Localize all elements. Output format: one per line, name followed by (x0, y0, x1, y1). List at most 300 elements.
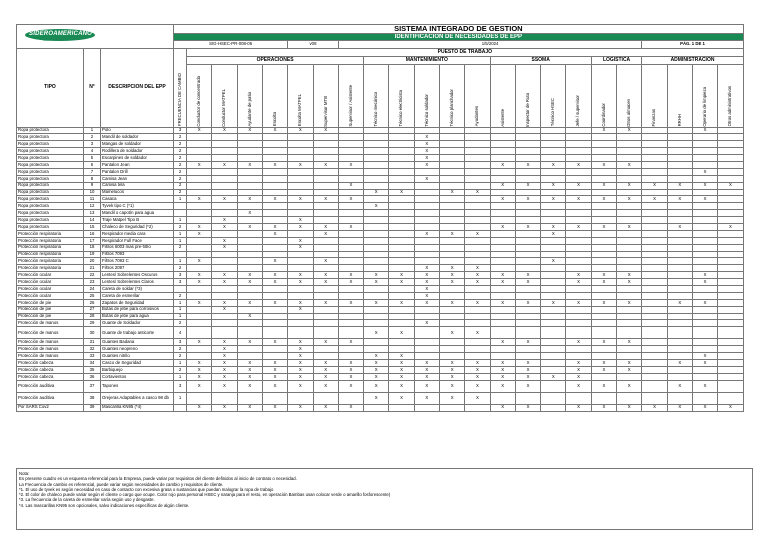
cell-mark: X (338, 299, 363, 306)
cell-mark: X (642, 404, 667, 411)
cell-mark: X (515, 161, 540, 168)
cell-mark (237, 148, 262, 155)
cell-mark (187, 285, 212, 292)
cell-mark (187, 203, 212, 210)
cell-mark: X (439, 366, 464, 373)
cell-mark: X (591, 161, 616, 168)
cell-mark (490, 327, 515, 339)
note-line: *1. El uso de tyvek es según necesidad en caso de contacto con excesiva grasa o sustancias que puedan malograr la ropa de trabajo (19, 486, 274, 492)
cell-mark (262, 265, 287, 272)
cell-frequency (174, 210, 187, 217)
cell-mark (718, 373, 743, 380)
cell-mark: X (515, 272, 540, 279)
position-header: Escolta (262, 64, 287, 127)
cell-mark (692, 175, 717, 182)
cell-description: Casaca (101, 196, 174, 203)
group-header: MANTENIMIENTO (364, 56, 490, 64)
cell-mark (262, 141, 287, 148)
cell-mark: X (515, 223, 540, 230)
cell-mark (389, 196, 414, 203)
group-header: ADMINISTRACIÓN (642, 56, 743, 64)
cell-mark (591, 373, 616, 380)
table-row (17, 313, 744, 320)
cell-mark (313, 313, 338, 320)
cell-mark: X (566, 373, 591, 380)
cell-mark (566, 168, 591, 175)
cell-mark (591, 346, 616, 353)
cell-mark (490, 251, 515, 258)
cell-mark (465, 210, 490, 217)
cell-mark (389, 175, 414, 182)
cell-mark (465, 339, 490, 346)
cell-mark: X (237, 279, 262, 286)
cell-description: Tapones (101, 380, 174, 392)
cell-mark (667, 373, 692, 380)
cell-mark (566, 313, 591, 320)
cell-mark: X (541, 182, 566, 189)
cell-description: Pantalon Jean (101, 161, 174, 168)
cell-mark: X (414, 366, 439, 373)
table-row (17, 182, 744, 189)
cell-mark (389, 237, 414, 244)
cell-mark (288, 251, 313, 258)
cell-mark (591, 258, 616, 265)
top-group-header: PUESTO DE TRABAJO (187, 48, 744, 56)
cell-mark (288, 327, 313, 339)
cell-mark (591, 237, 616, 244)
cell-mark: X (566, 272, 591, 279)
cell-mark (212, 392, 237, 404)
cell-mark (718, 127, 743, 134)
cell-mark: X (313, 279, 338, 286)
notes-box (16, 468, 753, 530)
cell-mark (566, 258, 591, 265)
cell-mark: X (364, 353, 389, 360)
position-header: Otros administrativos (718, 64, 743, 127)
cell-mark (439, 237, 464, 244)
cell-mark (465, 292, 490, 299)
cell-mark: X (591, 380, 616, 392)
cell-mark (313, 134, 338, 141)
cell-mark (212, 210, 237, 217)
cell-mark (288, 313, 313, 320)
cell-mark (187, 155, 212, 162)
cell-tipo: Ropa protectora (17, 182, 84, 189)
cell-mark: X (288, 346, 313, 353)
cell-mark: X (313, 380, 338, 392)
cell-mark (364, 223, 389, 230)
cell-mark: X (465, 189, 490, 196)
position-header: Ayudante de patio (237, 64, 262, 127)
cell-mark (541, 285, 566, 292)
cell-mark: X (515, 279, 540, 286)
cell-number: 21 (84, 265, 101, 272)
cell-mark (364, 265, 389, 272)
table-row (17, 373, 744, 380)
cell-mark: X (617, 299, 642, 306)
cell-mark (262, 244, 287, 251)
cell-mark (718, 230, 743, 237)
cell-mark (667, 148, 692, 155)
cell-mark: X (591, 299, 616, 306)
cell-mark (338, 265, 363, 272)
cell-mark (212, 175, 237, 182)
cell-mark (187, 237, 212, 244)
cell-mark (187, 148, 212, 155)
cell-number: 19 (84, 251, 101, 258)
cell-mark (566, 175, 591, 182)
cell-mark (591, 285, 616, 292)
cell-mark (389, 251, 414, 258)
cell-mark (566, 265, 591, 272)
cell-mark: X (237, 299, 262, 306)
cell-mark (465, 203, 490, 210)
cell-mark (591, 210, 616, 217)
cell-mark: X (364, 327, 389, 339)
position-header: Inspector de Ruta (515, 64, 540, 127)
cell-mark (313, 327, 338, 339)
position-header: Supervisor / Asistente (338, 64, 363, 127)
cell-mark: X (692, 272, 717, 279)
cell-mark (667, 292, 692, 299)
cell-mark (541, 203, 566, 210)
cell-mark (364, 258, 389, 265)
cell-frequency: 2 (174, 265, 187, 272)
cell-mark (692, 210, 717, 217)
cell-frequency: 1 (174, 360, 187, 367)
cell-mark (439, 404, 464, 411)
cell-mark (642, 366, 667, 373)
cell-mark (541, 237, 566, 244)
cell-description: Filtros 7093 (101, 251, 174, 258)
cell-description: Lentes/ Sobrelentes Claros (101, 279, 174, 286)
cell-mark: X (237, 380, 262, 392)
position-header: Jefe / supervisor (566, 64, 591, 127)
cell-mark: X (465, 279, 490, 286)
table-row (17, 230, 744, 237)
cell-frequency: 1 (174, 306, 187, 313)
cell-mark: X (262, 161, 287, 168)
cell-mark: X (389, 353, 414, 360)
cell-mark (338, 189, 363, 196)
cell-number: 39 (84, 404, 101, 411)
cell-mark (465, 353, 490, 360)
cell-mark (617, 244, 642, 251)
cell-mark (617, 285, 642, 292)
cell-mark (389, 320, 414, 327)
cell-mark (237, 203, 262, 210)
cell-mark (692, 327, 717, 339)
cell-mark (718, 168, 743, 175)
cell-mark (718, 155, 743, 162)
cell-mark: X (414, 148, 439, 155)
cell-mark (692, 306, 717, 313)
cell-mark: X (364, 299, 389, 306)
cell-mark (718, 210, 743, 217)
cell-mark (566, 141, 591, 148)
cell-mark: X (212, 237, 237, 244)
cell-mark (667, 306, 692, 313)
cell-mark: X (414, 292, 439, 299)
cell-mark (465, 346, 490, 353)
cell-mark (642, 292, 667, 299)
company-logo (17, 25, 174, 49)
cell-mark (667, 392, 692, 404)
cell-mark (718, 320, 743, 327)
cell-mark (237, 189, 262, 196)
cell-mark (667, 189, 692, 196)
cell-mark (692, 237, 717, 244)
cell-mark (718, 175, 743, 182)
cell-tipo: Protección respiratoria (17, 237, 84, 244)
cell-mark (364, 313, 389, 320)
cell-description: Careta de esmerilar (101, 292, 174, 299)
cell-mark (237, 353, 262, 360)
cell-mark: X (566, 339, 591, 346)
cell-mark (667, 366, 692, 373)
cell-frequency (174, 404, 187, 411)
cell-mark (364, 320, 389, 327)
cell-mark: X (414, 299, 439, 306)
group-header: OPERACIONES (187, 56, 364, 64)
cell-tipo: Protección cabeza (17, 366, 84, 373)
cell-mark: X (364, 203, 389, 210)
cell-mark: X (718, 404, 743, 411)
cell-number: 6 (84, 161, 101, 168)
cell-mark: X (364, 272, 389, 279)
cell-mark: X (187, 272, 212, 279)
cell-mark (541, 380, 566, 392)
position-header: Técnico mecánico (364, 64, 389, 127)
cell-mark (262, 306, 287, 313)
cell-mark (338, 175, 363, 182)
table-row (17, 168, 744, 175)
cell-mark (490, 392, 515, 404)
cell-mark: X (187, 366, 212, 373)
cell-mark (439, 134, 464, 141)
cell-mark (667, 230, 692, 237)
cell-mark (718, 279, 743, 286)
cell-mark (617, 320, 642, 327)
table-row (17, 141, 744, 148)
cell-mark: X (313, 373, 338, 380)
cell-mark: X (338, 360, 363, 367)
cell-mark (338, 134, 363, 141)
cell-number: 31 (84, 339, 101, 346)
cell-mark (566, 292, 591, 299)
cell-mark (667, 339, 692, 346)
cell-number: 10 (84, 189, 101, 196)
cell-mark (187, 134, 212, 141)
cell-mark (364, 230, 389, 237)
cell-mark: X (389, 373, 414, 380)
cell-mark (187, 217, 212, 224)
cell-mark (414, 313, 439, 320)
cell-mark (313, 182, 338, 189)
cell-mark (490, 168, 515, 175)
cell-description: Camisa Jean (101, 175, 174, 182)
cell-mark (439, 353, 464, 360)
cell-frequency: 3 (174, 279, 187, 286)
cell-mark (718, 292, 743, 299)
table-row (17, 353, 744, 360)
cell-mark (465, 161, 490, 168)
cell-mark (212, 203, 237, 210)
cell-mark (313, 203, 338, 210)
cell-frequency: 2 (174, 366, 187, 373)
cell-mark (718, 244, 743, 251)
cell-mark: X (490, 299, 515, 306)
cell-mark (515, 353, 540, 360)
cell-mark: X (288, 217, 313, 224)
cell-mark (237, 265, 262, 272)
cell-mark: X (692, 196, 717, 203)
cell-tipo: Ropa protectora (17, 210, 84, 217)
cell-mark (212, 168, 237, 175)
cell-mark: X (237, 360, 262, 367)
cell-mark: X (591, 366, 616, 373)
cell-mark (490, 134, 515, 141)
table-row (17, 127, 744, 134)
cell-mark (364, 217, 389, 224)
cell-mark (541, 168, 566, 175)
cell-frequency: 2 (174, 244, 187, 251)
cell-mark (718, 366, 743, 373)
cell-frequency (174, 203, 187, 210)
cell-mark (642, 392, 667, 404)
cell-mark (617, 148, 642, 155)
cell-tipo: Ropa protectora (17, 223, 84, 230)
cell-mark (692, 244, 717, 251)
epp-sheet (16, 24, 753, 412)
cell-mark: X (237, 272, 262, 279)
cell-mark (338, 230, 363, 237)
cell-number: 1 (84, 127, 101, 134)
cell-mark (692, 230, 717, 237)
cell-mark (262, 203, 287, 210)
cell-mark (566, 285, 591, 292)
cell-mark (338, 258, 363, 265)
cell-mark (692, 251, 717, 258)
cell-number: 25 (84, 292, 101, 299)
cell-frequency: 2 (174, 320, 187, 327)
cell-mark (591, 175, 616, 182)
cell-mark (313, 353, 338, 360)
cell-mark (617, 346, 642, 353)
cell-frequency: 2 (174, 346, 187, 353)
cell-mark: X (566, 161, 591, 168)
cell-mark (490, 230, 515, 237)
cell-mark (187, 327, 212, 339)
cell-number: 32 (84, 346, 101, 353)
cell-mark: X (515, 360, 540, 367)
cell-mark (718, 134, 743, 141)
cell-mark: X (515, 373, 540, 380)
cell-mark: X (541, 230, 566, 237)
cell-mark (692, 339, 717, 346)
cell-mark (439, 175, 464, 182)
cell-mark: X (439, 279, 464, 286)
cell-mark: X (566, 404, 591, 411)
cell-mark (237, 168, 262, 175)
cell-mark (364, 127, 389, 134)
cell-number: 3 (84, 141, 101, 148)
cell-mark (439, 285, 464, 292)
cell-frequency: 2 (174, 189, 187, 196)
cell-mark: X (288, 223, 313, 230)
cell-description: Rodillera de soldador (101, 148, 174, 155)
cell-mark: X (313, 272, 338, 279)
cell-mark (262, 237, 287, 244)
cell-mark (515, 258, 540, 265)
cell-mark (718, 327, 743, 339)
cell-mark: X (515, 339, 540, 346)
cell-tipo: Protección ocular (17, 285, 84, 292)
cell-mark (718, 161, 743, 168)
cell-mark (642, 285, 667, 292)
cell-mark: X (414, 155, 439, 162)
cell-mark: X (262, 339, 287, 346)
cell-mark: X (667, 196, 692, 203)
cell-tipo: Protección auditiva (17, 380, 84, 392)
cell-mark: X (237, 161, 262, 168)
cell-mark: X (465, 366, 490, 373)
cell-mark (187, 313, 212, 320)
table-row (17, 392, 744, 404)
cell-mark (212, 327, 237, 339)
cell-mark (490, 141, 515, 148)
cell-mark (389, 292, 414, 299)
cell-mark (288, 134, 313, 141)
cell-mark (237, 182, 262, 189)
cell-mark (212, 320, 237, 327)
cell-mark (313, 285, 338, 292)
cell-mark: X (364, 189, 389, 196)
cell-mark (262, 353, 287, 360)
cell-description: Orejeras Adaptables a casco 98 db (101, 392, 174, 404)
cell-description: Respirador media cara (101, 230, 174, 237)
cell-mark (642, 237, 667, 244)
cell-mark (364, 404, 389, 411)
cell-mark: X (490, 404, 515, 411)
cell-mark: X (288, 353, 313, 360)
document-date: 1/5/2024 (338, 40, 642, 48)
note-line: *4. Las mascarillas KN95 son opcionales, salvo indicaciones específicas de algún cliente. (19, 502, 190, 508)
cell-mark: X (667, 299, 692, 306)
cell-mark (642, 217, 667, 224)
cell-mark (414, 127, 439, 134)
cell-mark (667, 141, 692, 148)
cell-mark (515, 203, 540, 210)
cell-mark: X (692, 353, 717, 360)
cell-mark (313, 244, 338, 251)
cell-mark: X (288, 127, 313, 134)
cell-mark (212, 189, 237, 196)
cell-mark (718, 258, 743, 265)
cell-mark (566, 210, 591, 217)
cell-description: Escarpines de soldador (101, 155, 174, 162)
cell-mark (541, 306, 566, 313)
cell-tipo: Ropa protectora (17, 127, 84, 134)
cell-mark (414, 353, 439, 360)
cell-description: Filtros 7093 C (101, 258, 174, 265)
cell-mark: X (313, 230, 338, 237)
cell-mark (591, 265, 616, 272)
cell-mark (642, 360, 667, 367)
cell-mark (692, 203, 717, 210)
cell-mark (617, 292, 642, 299)
cell-mark: X (212, 196, 237, 203)
